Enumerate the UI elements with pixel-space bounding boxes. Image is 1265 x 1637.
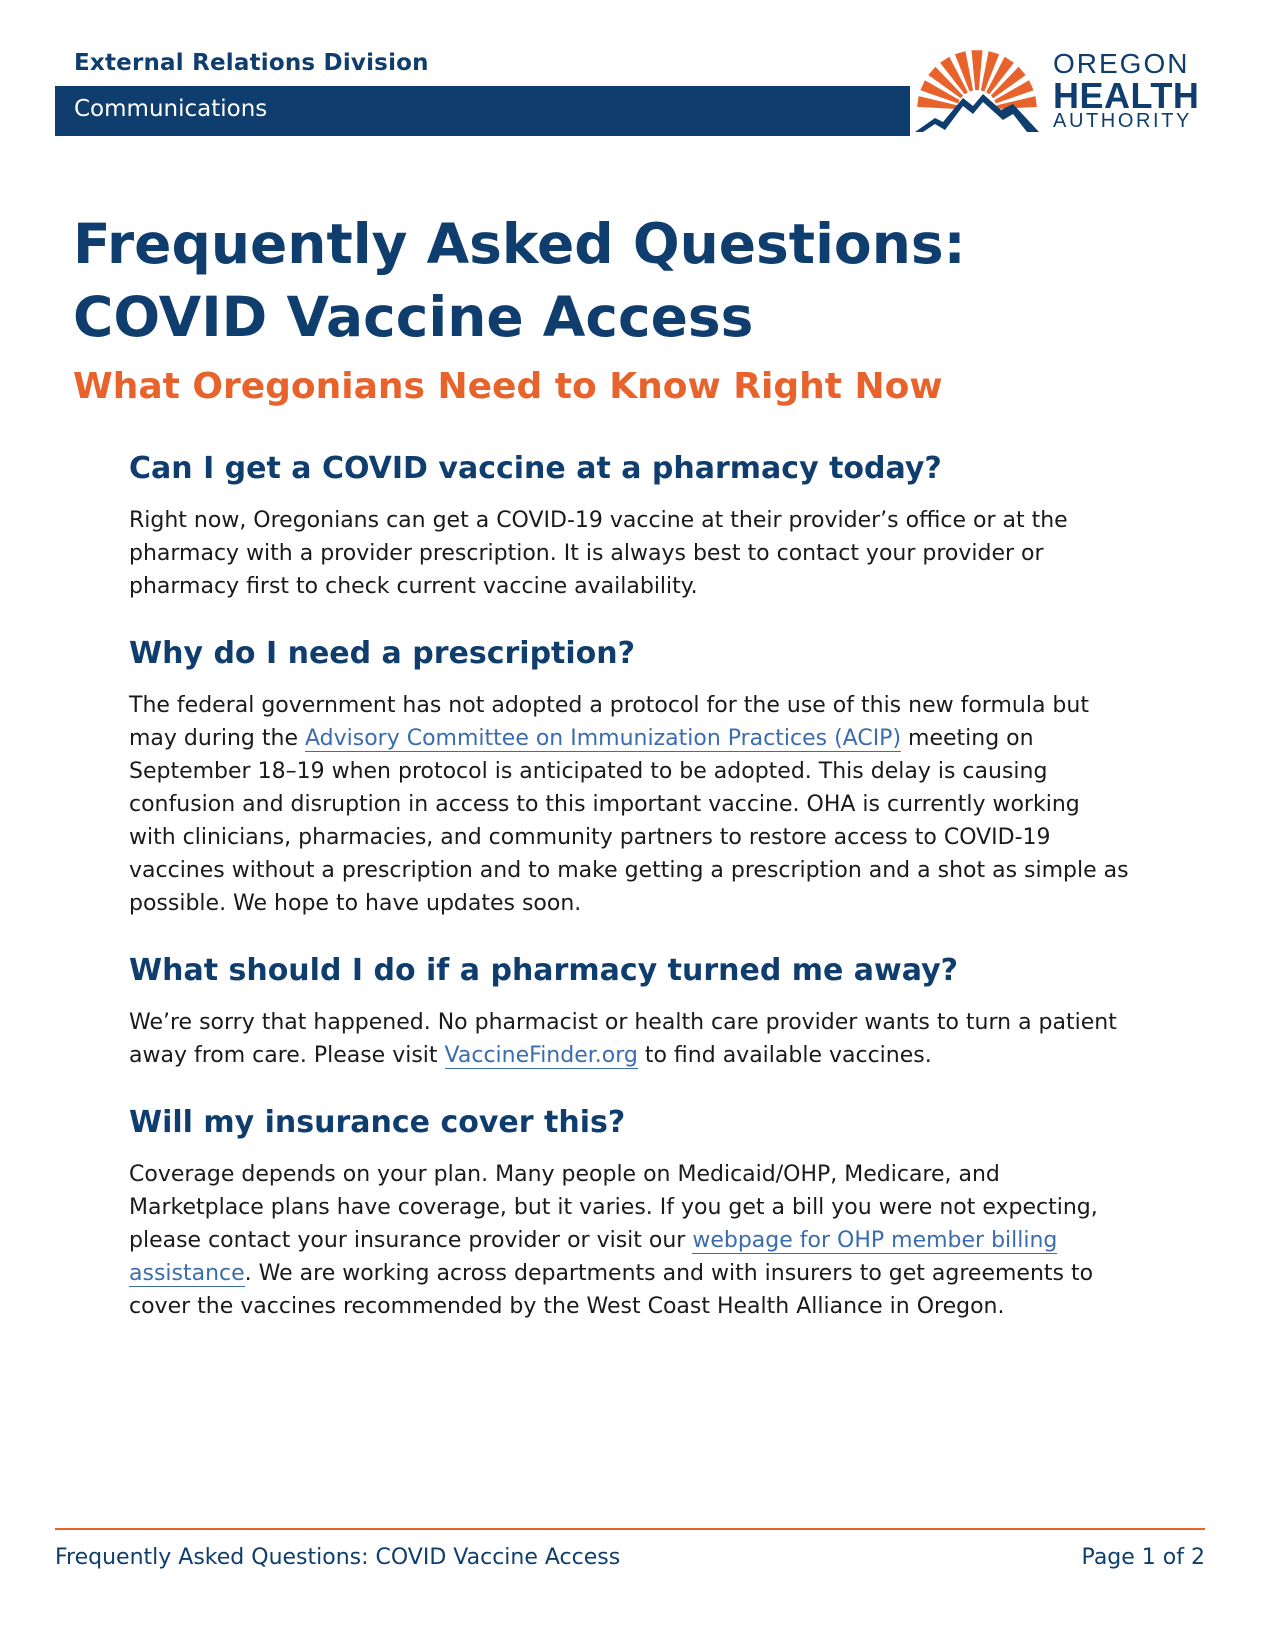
faq-answer-text: We’re sorry that happened. No pharmacist or health care provider wants to turn a patient away from care. Please visit [129, 1010, 1117, 1068]
division-name: External Relations Division [74, 50, 429, 76]
sun-over-mountains-icon [915, 40, 1045, 140]
acip-link[interactable]: Advisory Committee on Immunization Practices (ACIP) [305, 726, 902, 751]
faq-answer-text: . We are working across departments and with insurers to get agreements to cover the vaccines recommended by the West Coast Health Alliance in Oregon. [129, 1261, 1094, 1319]
faq-answer-text: to find available vaccines. [637, 1043, 932, 1068]
vaccinefinder-link[interactable]: VaccineFinder.org [444, 1043, 638, 1068]
logo-line-oregon: OREGON [1053, 48, 1190, 79]
faq-question: Can I get a COVID vaccine at a pharmacy today? [129, 451, 942, 486]
footer-page-number: Page 1 of 2 [1081, 1545, 1205, 1570]
faq-answer: Right now, Oregonians can get a COVID-19 vaccine at their provider’s office or at the pharmacy with a provider prescription. It is always best to contact your provider or pharmacy first to check current vaccine availability. [129, 508, 1068, 599]
header-bar-label: Communications [74, 96, 268, 122]
page-title [73, 208, 966, 354]
faq-question: What should I do if a pharmacy turned me away? [129, 953, 959, 988]
faq-item-why-prescription [129, 633, 1129, 920]
page-title-line-2: COVID Vaccine Access [73, 285, 754, 349]
faq-answer [129, 1006, 1129, 1072]
logo-wordmark [1053, 50, 1213, 131]
header-bar [55, 86, 910, 136]
faq-item-insurance [129, 1102, 1129, 1323]
faq-answer [129, 689, 1129, 920]
faq-answer-text: Coverage depends on your plan. Many people on Medicaid/OHP, Medicare, and Marketplace plans have coverage, but it varies. If you get a bill you were not expecting, please contact your insurance provider or visit our [129, 1162, 1098, 1253]
sun-ray [972, 50, 983, 90]
faq-answer [129, 1158, 1129, 1323]
logo-line-authority: AUTHORITY [1053, 110, 1192, 132]
oha-logo [915, 40, 1215, 150]
faq-question: Why do I need a prescription? [129, 636, 636, 671]
faq-item-turned-away [129, 950, 1129, 1072]
faq-answer-text: meeting on September 18–19 when protocol is anticipated to be adopted. This delay is causing confusion and disruption in access to this important vaccine. OHA is currently working with clinicians, pharmacies, and community partners to restore access to COVID-19 vaccines without a prescription and to make getting a prescription and a shot as simple as possible. We hope to have updates soon. [129, 726, 1129, 916]
faq-item-pharmacy-today [129, 448, 1129, 603]
faq-question: Will my insurance cover this? [129, 1105, 626, 1140]
footer-divider [55, 1528, 1205, 1530]
faq-answer-text: The federal government has not adopted a protocol for the use of this new formula but may during the [129, 693, 1089, 751]
page-title-line-1: Frequently Asked Questions: [73, 212, 966, 276]
faq-list [129, 448, 1129, 1353]
page-subtitle: What Oregonians Need to Know Right Now [73, 366, 943, 407]
logo-line-health: HEALTH [1053, 75, 1200, 116]
ohp-billing-link[interactable]: webpage for OHP member billing assistance [129, 1228, 1058, 1286]
footer-document-title: Frequently Asked Questions: COVID Vaccine Access [55, 1545, 621, 1570]
